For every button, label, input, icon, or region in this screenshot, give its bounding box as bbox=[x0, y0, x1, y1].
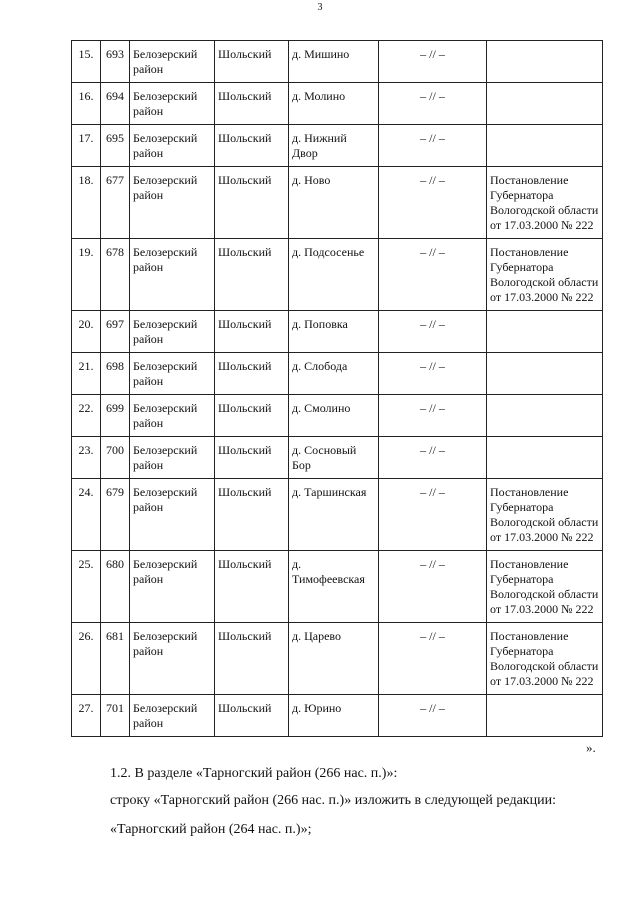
legal-basis bbox=[487, 125, 603, 167]
settlement-code: 679 bbox=[101, 479, 130, 551]
table-row bbox=[72, 395, 603, 437]
status-mark: – // – bbox=[379, 437, 487, 479]
row-number: 15. bbox=[72, 41, 101, 83]
row-number: 23. bbox=[72, 437, 101, 479]
legal-basis: Постановление Губернатора Вологодской области от 17.03.2000 № 222 bbox=[487, 167, 603, 239]
settlement-name: д. Молино bbox=[289, 83, 379, 125]
legal-basis bbox=[487, 311, 603, 353]
table-row bbox=[72, 623, 603, 695]
settlement-code: 698 bbox=[101, 353, 130, 395]
legal-basis bbox=[487, 83, 603, 125]
status-mark: – // – bbox=[379, 695, 487, 737]
paragraph-section-heading: 1.2. В разделе «Тарногский район (266 нас. п.)»: bbox=[110, 766, 398, 781]
district-name: Белозерский район bbox=[130, 311, 215, 353]
status-mark: – // – bbox=[379, 167, 487, 239]
settlement-code: 701 bbox=[101, 695, 130, 737]
settlement-name: д. Подсосенье bbox=[289, 239, 379, 311]
district-name: Белозерский район bbox=[130, 551, 215, 623]
district-name: Белозерский район bbox=[130, 167, 215, 239]
council-name: Шольский bbox=[215, 695, 289, 737]
council-name: Шольский bbox=[215, 623, 289, 695]
district-name: Белозерский район bbox=[130, 395, 215, 437]
paragraph-new-wording: «Тарногский район (264 нас. п.)»; bbox=[110, 822, 312, 837]
row-number: 24. bbox=[72, 479, 101, 551]
row-number: 25. bbox=[72, 551, 101, 623]
status-mark: – // – bbox=[379, 83, 487, 125]
table-body bbox=[72, 41, 603, 737]
table-row bbox=[72, 167, 603, 239]
legal-basis: Постановление Губернатора Вологодской области от 17.03.2000 № 222 bbox=[487, 623, 603, 695]
legal-basis bbox=[487, 437, 603, 479]
council-name: Шольский bbox=[215, 479, 289, 551]
settlement-code: 697 bbox=[101, 311, 130, 353]
status-mark: – // – bbox=[379, 353, 487, 395]
council-name: Шольский bbox=[215, 239, 289, 311]
settlement-name: д. Юрино bbox=[289, 695, 379, 737]
status-mark: – // – bbox=[379, 125, 487, 167]
row-number: 22. bbox=[72, 395, 101, 437]
settlement-name: д. Сосновый Бор bbox=[289, 437, 379, 479]
page-number: 3 bbox=[317, 2, 323, 13]
council-name: Шольский bbox=[215, 395, 289, 437]
district-name: Белозерский район bbox=[130, 353, 215, 395]
settlement-name: д. Таршинская bbox=[289, 479, 379, 551]
status-mark: – // – bbox=[379, 311, 487, 353]
row-number: 21. bbox=[72, 353, 101, 395]
settlement-name: д. Царево bbox=[289, 623, 379, 695]
council-name: Шольский bbox=[215, 311, 289, 353]
district-name: Белозерский район bbox=[130, 623, 215, 695]
settlement-code: 694 bbox=[101, 83, 130, 125]
settlement-name: д. Смолино bbox=[289, 395, 379, 437]
district-name: Белозерский район bbox=[130, 695, 215, 737]
settlement-name: д. Мишино bbox=[289, 41, 379, 83]
table-row bbox=[72, 437, 603, 479]
row-number: 26. bbox=[72, 623, 101, 695]
council-name: Шольский bbox=[215, 125, 289, 167]
district-name: Белозерский район bbox=[130, 83, 215, 125]
row-number: 17. bbox=[72, 125, 101, 167]
table-row bbox=[72, 41, 603, 83]
district-name: Белозерский район bbox=[130, 125, 215, 167]
legal-basis bbox=[487, 353, 603, 395]
status-mark: – // – bbox=[379, 41, 487, 83]
settlement-name: д. Ново bbox=[289, 167, 379, 239]
settlement-code: 677 bbox=[101, 167, 130, 239]
settlement-code: 678 bbox=[101, 239, 130, 311]
district-name: Белозерский район bbox=[130, 479, 215, 551]
table-row bbox=[72, 479, 603, 551]
paragraph-instruction: строку «Тарногский район (266 нас. п.)» изложить в следующей редакции: bbox=[110, 793, 556, 808]
council-name: Шольский bbox=[215, 167, 289, 239]
table-row bbox=[72, 83, 603, 125]
status-mark: – // – bbox=[379, 623, 487, 695]
council-name: Шольский bbox=[215, 353, 289, 395]
row-number: 16. bbox=[72, 83, 101, 125]
row-number: 18. bbox=[72, 167, 101, 239]
legal-basis bbox=[487, 395, 603, 437]
legal-basis: Постановление Губернатора Вологодской области от 17.03.2000 № 222 bbox=[487, 479, 603, 551]
table-row bbox=[72, 311, 603, 353]
settlement-code: 700 bbox=[101, 437, 130, 479]
legal-basis bbox=[487, 695, 603, 737]
settlement-name: д. Поповка bbox=[289, 311, 379, 353]
settlement-name: д. Слобода bbox=[289, 353, 379, 395]
council-name: Шольский bbox=[215, 83, 289, 125]
legal-basis: Постановление Губернатора Вологодской области от 17.03.2000 № 222 bbox=[487, 239, 603, 311]
settlement-name: д. Нижний Двор bbox=[289, 125, 379, 167]
council-name: Шольский bbox=[215, 41, 289, 83]
status-mark: – // – bbox=[379, 479, 487, 551]
district-name: Белозерский район bbox=[130, 41, 215, 83]
closing-quote: ». bbox=[586, 740, 596, 755]
settlement-code: 680 bbox=[101, 551, 130, 623]
status-mark: – // – bbox=[379, 395, 487, 437]
settlement-code: 681 bbox=[101, 623, 130, 695]
district-name: Белозерский район bbox=[130, 437, 215, 479]
council-name: Шольский bbox=[215, 437, 289, 479]
settlement-code: 695 bbox=[101, 125, 130, 167]
row-number: 27. bbox=[72, 695, 101, 737]
row-number: 19. bbox=[72, 239, 101, 311]
settlement-name: д. Тимофеевская bbox=[289, 551, 379, 623]
row-number: 20. bbox=[72, 311, 101, 353]
table-row bbox=[72, 353, 603, 395]
legal-basis: Постановление Губернатора Вологодской области от 17.03.2000 № 222 bbox=[487, 551, 603, 623]
table-row bbox=[72, 551, 603, 623]
council-name: Шольский bbox=[215, 551, 289, 623]
legal-basis bbox=[487, 41, 603, 83]
settlement-code: 699 bbox=[101, 395, 130, 437]
district-name: Белозерский район bbox=[130, 239, 215, 311]
table-row bbox=[72, 239, 603, 311]
table-row bbox=[72, 125, 603, 167]
status-mark: – // – bbox=[379, 551, 487, 623]
settlements-table bbox=[71, 40, 603, 737]
table-row bbox=[72, 695, 603, 737]
settlement-code: 693 bbox=[101, 41, 130, 83]
status-mark: – // – bbox=[379, 239, 487, 311]
